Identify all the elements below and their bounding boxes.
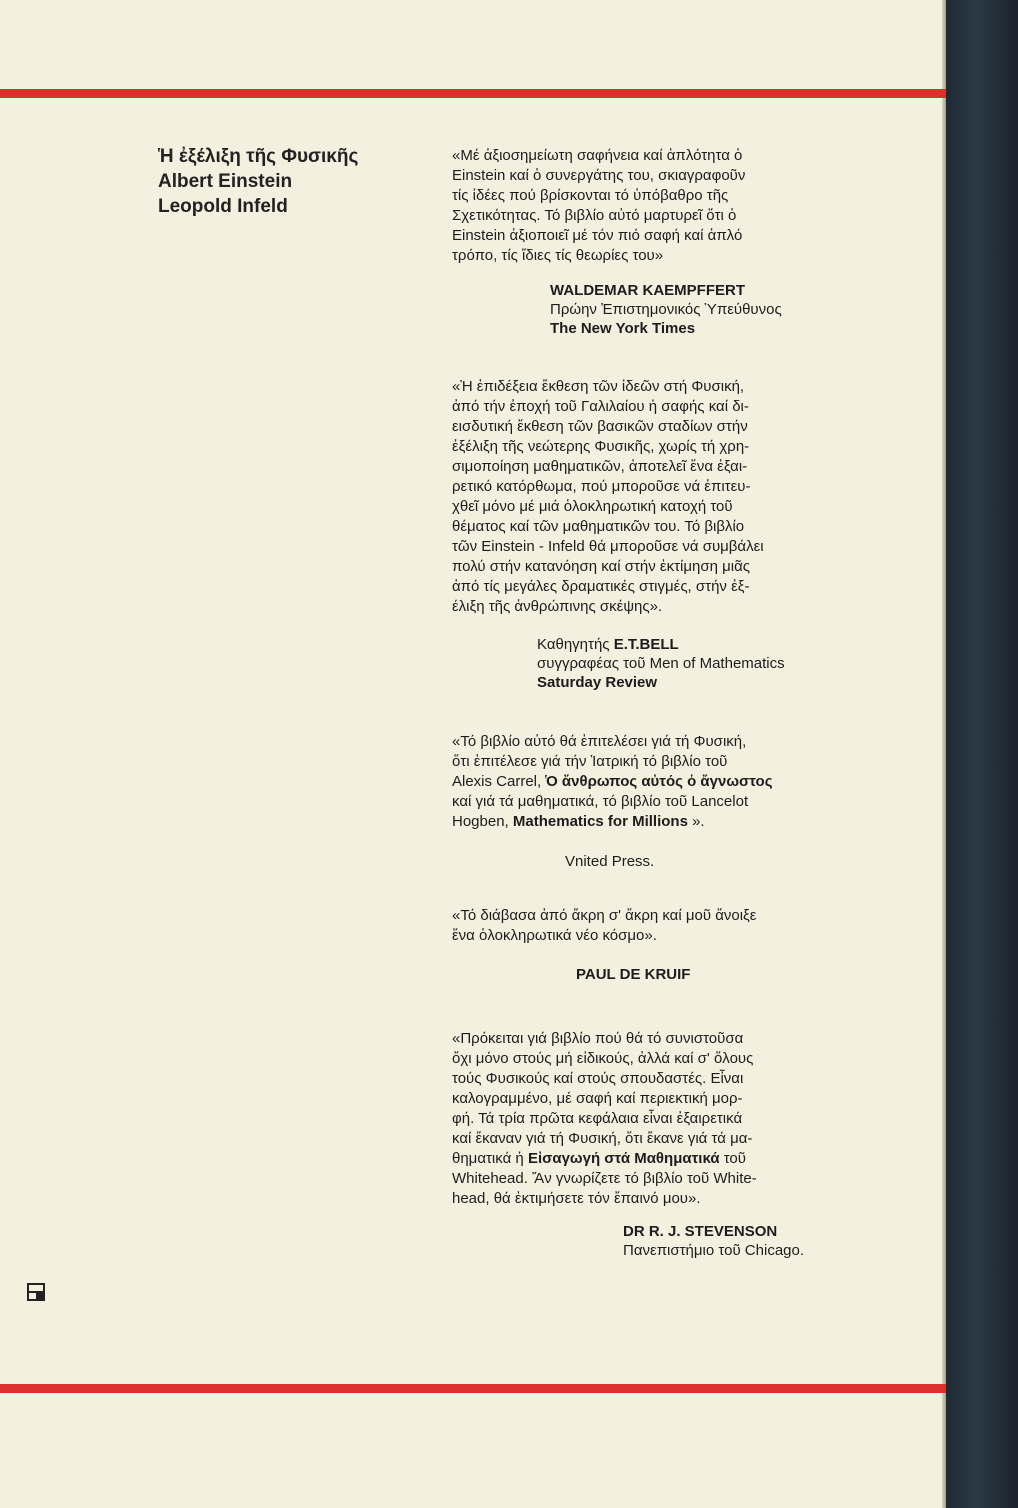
quote-book-title: Ὁ ἄνθρωπος αὐτός ὁ ἄγνωστος <box>545 773 773 790</box>
attribution-name: PAUL DE KRUIF <box>576 966 691 983</box>
quote-text-part: ». <box>687 813 705 830</box>
book-title: Ἡ ἐξέλιξη τῆς Φυσικῆς <box>158 146 359 167</box>
attribution-role: Πανεπιστήμιο τοῦ Chicago. <box>623 1242 805 1259</box>
quote-united-press <box>452 732 850 871</box>
attribution <box>565 852 850 871</box>
attribution-role: συγγραφέας τοῦ Men of Mathematics <box>537 655 785 672</box>
attribution <box>550 281 850 338</box>
quote-text-part: «Τό βιβλίο αὐτό θά ἐπιτελέσει γιά τή Φυσική, ὅτι ἐπιτέλεσε γιά τήν Ἰατρική τό βιβλίο τοῦ Alexis Carrel, <box>452 733 747 790</box>
attribution-name: E.T.BELL <box>613 636 679 653</box>
quote-text: «Τό διάβασα ἀπό ἄκρη σ' ἄκρη καί μοῦ ἄνοιξε ἕνα ὁλοκληρωτικά νέο κόσμο». <box>452 907 757 944</box>
author-einstein: Albert Einstein <box>158 171 293 192</box>
attribution-source: Saturday Review <box>537 674 658 691</box>
quote-text: «Μέ ἀξιοσημείωτη σαφήνεια καί ἁπλότητα ὁ Einstein καί ὁ συνεργάτης του, σκιαγραφοῦν τίς ἰδέες πού βρίσκονται τό ὑπόβαθρο τῆς Σχετικότητας. Τό βιβλίο αὐτό μαρτυρεῖ ὅτι ὁ Einstein ἀξιοποιεῖ μέ τόν πιό σαφή καί ἁπλό τρόπο, τίς ἴδιες τίς θεωρίες του» <box>452 147 746 264</box>
quote-stevenson <box>452 1029 850 1260</box>
author-infeld: Leopold Infeld <box>158 196 288 217</box>
top-red-rule <box>0 89 946 98</box>
attribution-role: Πρώην Ἐπιστημονικός Ὑπεύθυνος <box>550 301 782 318</box>
quote-text: «Ἡ ἐπιδέξεια ἔκθεση τῶν ἰδεῶν στή Φυσική, ἀπό τήν ἐποχή τοῦ Γαλιλαίου ἡ σαφής καί δι- εισδυτική ἔκθεση τῶν βασικῶν σταδίων στήν ἐξέλιξη τῆς νεώτερης Φυσικῆς, χωρίς τή χρη- σιμοποίηση μαθηματικῶν, ἀποτελεῖ ἕνα ἐξαι- ρετικό κατόρθωμα, πού μποροῦσε νά ἐπιτευ- χθεῖ μόνο μέ μιά ὁλοκληρωτική κατοχή τοῦ θέματος καί τῶν μαθηματικῶν του. Τό βιβλίο τῶν Einstein - Infeld θά μποροῦσε νά συμβάλει πολύ στήν κατανόηση καί στήν ἐκτίμηση μιᾶς ἀπό τίς μεγάλες δραματικές στιγμές, στήν ἐξ- έλιξη τῆς ἀνθρώπινης σκέψης». <box>452 378 764 615</box>
quote-bell <box>452 377 850 692</box>
attribution-name: DR R. J. STEVENSON <box>623 1223 778 1240</box>
quote-text-part: τοῦ Whitehead. Ἄν γνωρίζετε τό βιβλίο τοῦ White- head, θά ἐκτιμήσετε τόν ἔπαινό μου». <box>452 1150 757 1207</box>
quote-kaempffert <box>452 146 850 338</box>
attribution <box>623 1222 850 1260</box>
attribution-prefix: Καθηγητής <box>537 636 610 653</box>
attribution-source: The New York Times <box>550 320 696 337</box>
quote-text-part: «Πρόκειται γιά βιβλίο πού θά τό συνιστοῦσα ὄχι μόνο στούς μή εἰδικούς, ἀλλά καί σ' ὅλους τούς Φυσικούς καί στούς σπουδαστές. Εἶναι καλογραμμένο, μέ σαφή καί περιεκτική μορ- φή. Τά τρία πρῶτα κεφάλαια εἶναι ἐξαιρετικά καί ἔκαναν γιά τή Φυσική, ὅτι ἔκανε γιά τά μα- θηματικά ἡ <box>452 1030 754 1167</box>
book-title-block <box>158 144 438 219</box>
attribution <box>576 965 850 984</box>
book-spine <box>946 0 1018 1508</box>
quote-text <box>452 1029 850 1209</box>
bottom-red-rule <box>0 1384 946 1393</box>
attribution-source: Vnited Press. <box>565 853 655 870</box>
quote-book-title: Mathematics for Millions <box>512 813 688 830</box>
attribution-name: WALDEMAR KAEMPFFERT <box>550 282 745 299</box>
quote-text <box>452 732 850 832</box>
attribution <box>537 635 850 692</box>
quote-book-title: Εἰσαγωγή στά Μαθηματικά <box>527 1150 720 1167</box>
quote-text-part: καί γιά τά μαθηματικά, τό βιβλίο τοῦ Lancelot Hogben, <box>452 793 749 830</box>
publisher-logo-icon <box>27 1283 45 1301</box>
quote-de-kruif <box>452 906 850 984</box>
